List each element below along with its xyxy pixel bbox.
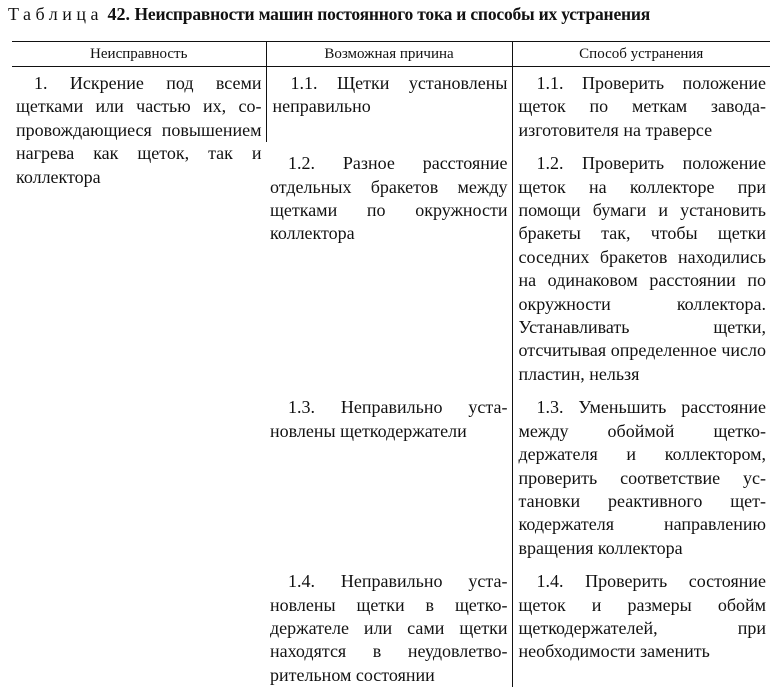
cause-text: 1.2. Разное расстояние отдельных бракетов между щетками по окружности коллектора [270,152,508,246]
remedy-text: 1.3. Уменьшить расстояние между обоймой щеткодержателя и коллектором, проверить соответствие установки реактивного щеткодержателя направлению вращения коллектора [519,396,767,560]
cause-cell [266,386,512,560]
cause-cell [266,67,512,143]
remedy-cell [512,67,770,143]
table-caption [8,4,768,25]
column-header-cause: Возможная причина [266,42,512,67]
remedy-cell [512,386,770,560]
column-header-remedy: Способ устранения [512,42,770,67]
column-header-fault: Неисправность [12,42,266,67]
faults-table [12,41,770,687]
cause-text: 1.3. Неправильно установлены щеткодержатели [270,396,508,443]
fault-text: 1. Искрение под всеми щетками или частью их, сопровождающиеся повышением нагрева как щеток, так и коллектора [16,72,262,189]
remedy-cell [512,560,770,687]
cause-text: 1.4. Неправильно установлены щетки в щеткодержателе или сами щетки находятся в неудовлетворительном состоянии [270,570,508,687]
caption-number: 42. [107,4,130,24]
remedy-text: 1.1. Проверить положение щеток по меткам завода-изготовителя на траверсе [519,72,767,142]
cause-text: 1.1. Щетки установлены неправильно [273,72,508,119]
remedy-text: 1.4. Проверить состояние щеток и размеры обойм щеткодержателей, при необходимости заменить [519,570,767,664]
table-row [12,67,770,143]
fault-cell [12,67,266,687]
remedy-cell [512,142,770,386]
remedy-text: 1.2. Проверить положение щеток на коллекторе при помощи бумаги и установить бракеты так, чтобы щетки соседних бракетов находились на одинаковом расстоянии по окружности коллектора. Устанавливать щетки, отсчитывая определенное число пластин, нельзя [519,152,767,386]
table-header-row [12,42,770,67]
cause-cell [266,560,512,687]
caption-label: Таблица [8,4,103,24]
cause-cell [266,142,512,386]
caption-title: Неисправности машин постоянного тока и способы их устранения [134,4,650,24]
